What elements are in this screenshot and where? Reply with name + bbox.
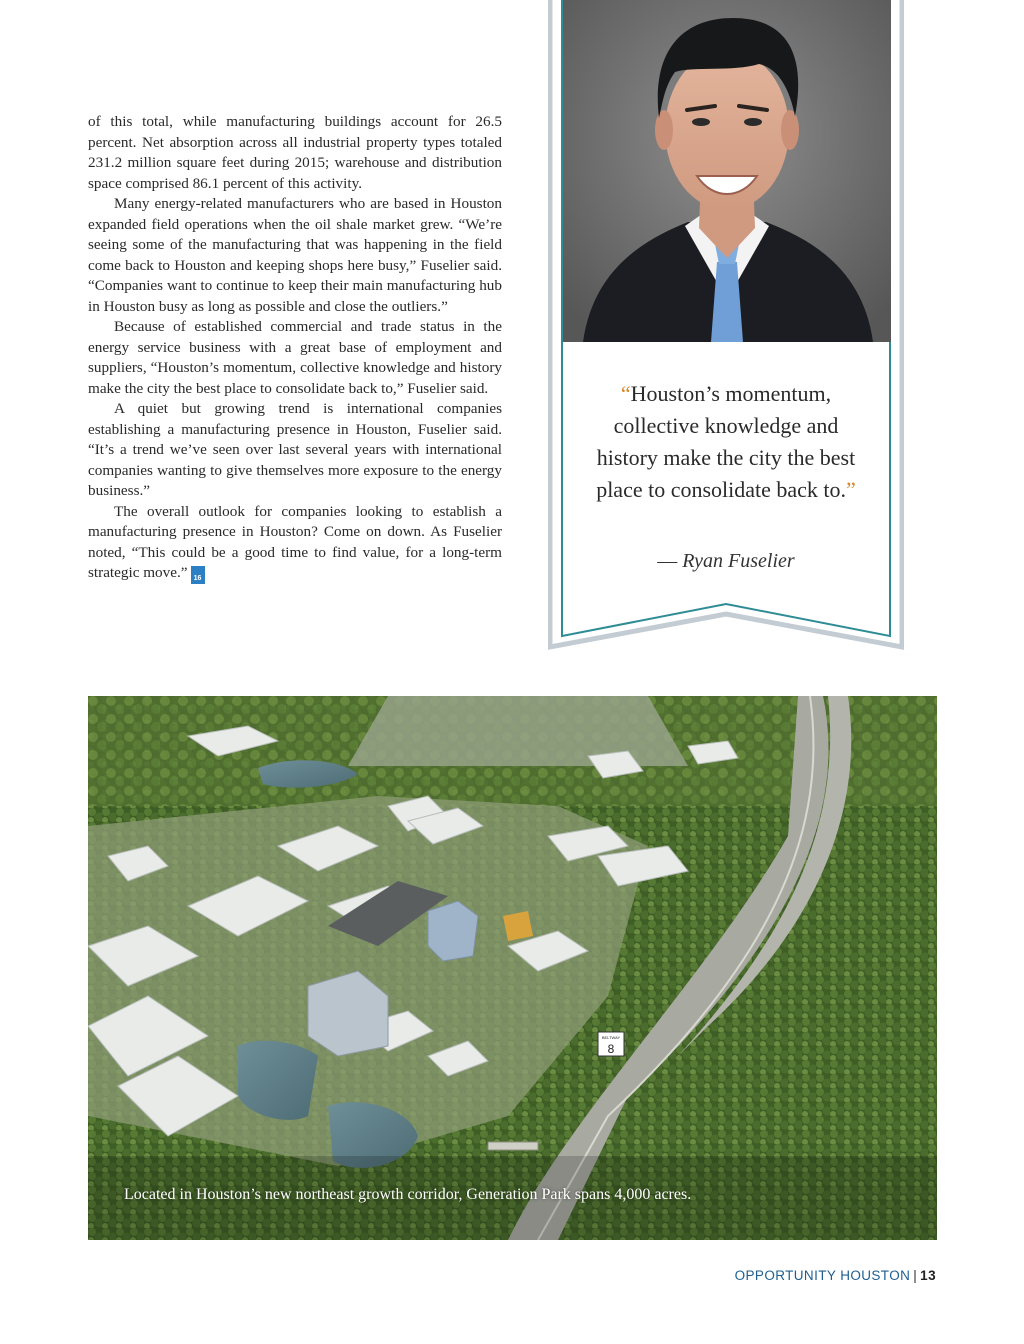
highway-sign-number: 8 — [607, 1042, 615, 1056]
article-paragraph: Because of established commercial and trade status in the energy service business with a great base of employment and suppliers, “Houston’s momentum, collective knowledge and history make the city the best place to consolidate back to,” Fuselier said. — [88, 318, 502, 397]
page-number: 13 — [920, 1268, 936, 1283]
article-paragraph-text: The overall outlook for companies looking to establish a manufacturing presence in Houston? Come on down. As Fuselier noted, “This could be a good time to find value, for a long-term strategic move.” — [88, 502, 502, 581]
publication-name: OPPORTUNITY HOUSTON — [734, 1268, 911, 1283]
aerial-rendering — [88, 696, 937, 1240]
pull-quote — [584, 378, 868, 506]
highway-sign-top: BELTWAY — [601, 1035, 621, 1040]
article-paragraph: Many energy-related manufacturers who are based in Houston expanded field operations when the oil shale market grew. “We’re seeing some of the manufacturing that was happening in the field come back to Houston and keeping shops here busy,” Fuselier said. “Companies want to continue to keep their main manufacturing hub in Houston busy as long as possible and close the outliers.” — [88, 195, 502, 315]
close-quote-mark: ” — [846, 477, 856, 502]
article-paragraph-last — [88, 502, 502, 585]
aerial-photo — [88, 696, 937, 1240]
attribution-dash: — — [657, 550, 678, 572]
footer-separator: | — [913, 1268, 918, 1283]
article-body — [88, 112, 502, 584]
portrait-photo — [563, 0, 891, 342]
photo-caption: Located in Houston’s new northeast growth corridor, Generation Park spans 4,000 acres. — [124, 1186, 692, 1203]
article-paragraph: of this total, while manufacturing buildings account for 26.5 percent. Net absorption across all industrial property types totaled 231.2 million square feet during 2015; warehouse and distribution space comprised 86.1 percent of this activity. — [88, 113, 502, 192]
pull-quote-panel — [548, 0, 904, 650]
page-footer — [735, 1268, 936, 1283]
open-quote-mark: “ — [620, 381, 631, 406]
pull-quote-text: Houston’s momentum, collective knowledge and history make the city the best place to consolidate back to. — [596, 381, 856, 502]
article-paragraph: A quiet but growing trend is international companies establishing a manufacturing presence in Houston, Fuselier said. “It’s a trend we’ve seen over last several years with international companies wanting to give themselves more exposure to the energy business.” — [88, 400, 502, 499]
portrait-image — [563, 0, 891, 342]
end-mark-icon: 20 16 — [191, 566, 205, 584]
attribution-name: Ryan Fuselier — [682, 550, 795, 572]
quote-attribution — [584, 550, 868, 573]
